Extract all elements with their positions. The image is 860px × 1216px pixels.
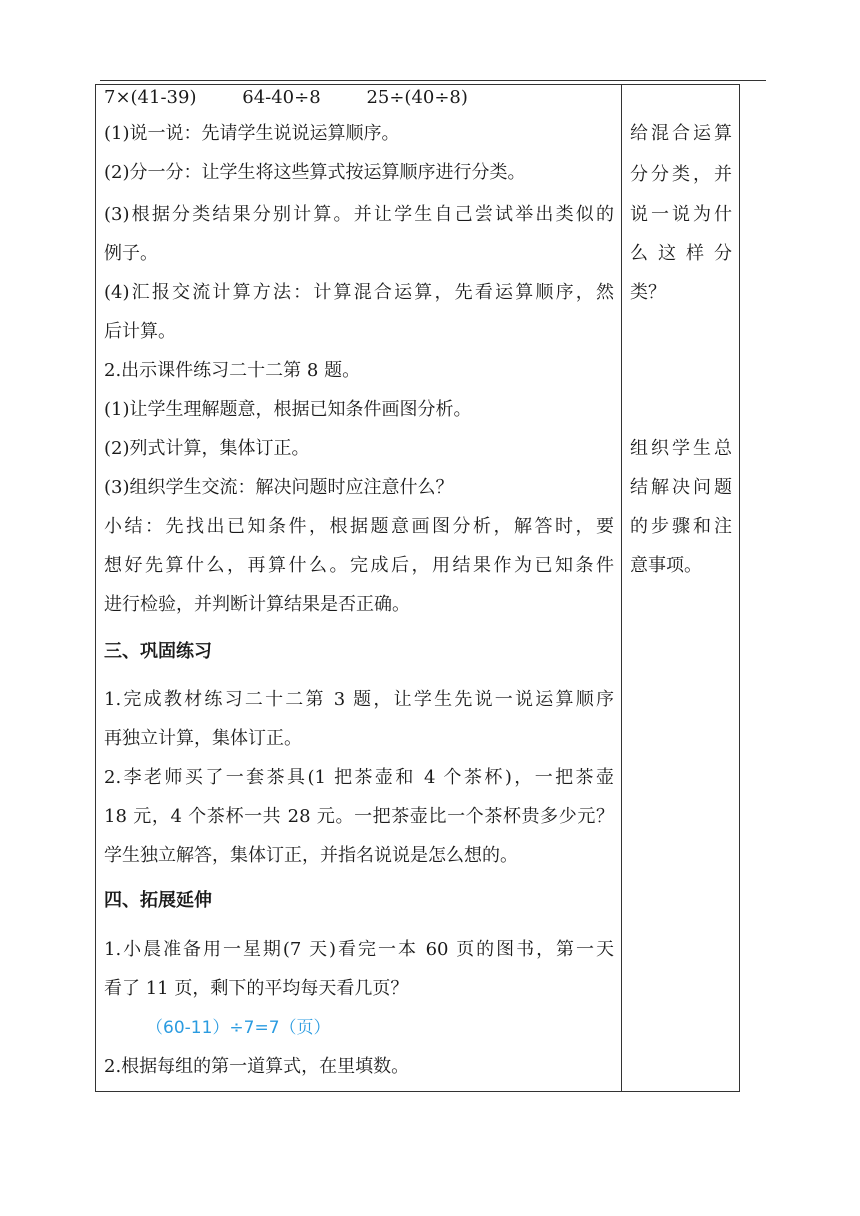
side-note2-line2: 结解决问题: [630, 477, 732, 498]
step-calc-line2: 例子。: [104, 243, 158, 264]
column-divider: [621, 84, 622, 1092]
practice-1-line2: 再独立计算，集体订正。: [104, 728, 302, 749]
step-calc-line1: (3)根据分类结果分别计算。并让学生自己尝试举出类似的: [104, 204, 614, 225]
task2-step1: (1)让学生理解题意，根据已知条件画图分析。: [104, 399, 472, 420]
side-note1-line5: 类？: [630, 282, 666, 303]
summary-line1: 小结：先找出已知条件，根据题意画图分析，解答时，要: [104, 516, 614, 537]
section-extension-heading: 四、拓展延伸: [104, 890, 212, 911]
side-note1-line1: 给混合运算: [630, 123, 732, 144]
summary-line2: 想好先算什么，再算什么。完成后，用结果作为已知条件: [104, 555, 614, 576]
practice-1-line1: 1.完成教材练习二十二第 3 题，让学生先说一说运算顺序: [104, 689, 614, 710]
practice-2-line1: 2.李老师买了一套茶具(1 把茶壶和 4 个茶杯)，一把茶壶: [104, 767, 614, 788]
side-note1-line4: 么 这 样 分: [630, 243, 732, 264]
answer-expression: （60-11）÷7=7（页）: [146, 1018, 331, 1038]
expression-line: 7×(41-39) 64-40÷8 25÷(40÷8): [104, 87, 468, 108]
step-report-line2: 后计算。: [104, 321, 176, 342]
task2-step2: (2)列式计算，集体订正。: [104, 438, 310, 459]
header-rule: [100, 80, 766, 81]
section-practice-heading: 三、巩固练习: [104, 641, 212, 662]
practice-2-line2: 18 元，4 个茶杯一共 28 元。一把茶壶比一个茶杯贵多少元？: [104, 806, 614, 827]
extension-2-line: 2.根据每组的第一道算式，在里填数。: [104, 1056, 410, 1077]
step-classify: (2)分一分：让学生将这些算式按运算顺序进行分类。: [104, 162, 526, 183]
side-note2-line4: 意事项。: [630, 555, 702, 576]
summary-line3: 进行检验，并判断计算结果是否正确。: [104, 594, 410, 615]
side-note2-line1: 组织学生总: [630, 438, 732, 459]
step-say: (1)说一说：先请学生说说运算顺序。: [104, 123, 400, 144]
task2-title: 2.出示课件练习二十二第 8 题。: [104, 360, 361, 381]
extension-1-line1: 1.小晨准备用一星期(7 天)看完一本 60 页的图书，第一天: [104, 939, 614, 960]
extension-1-line2: 看了 11 页，剩下的平均每天看几页？: [104, 978, 409, 999]
side-note2-line3: 的步骤和注: [630, 516, 732, 537]
step-report-line1: (4)汇报交流计算方法：计算混合运算，先看运算顺序，然: [104, 282, 614, 303]
practice-2-line3: 学生独立解答，集体订正，并指名说说是怎么想的。: [104, 845, 518, 866]
side-note1-line3: 说一说为什: [630, 204, 732, 225]
side-note1-line2: 分分类，并: [630, 164, 732, 185]
task2-step3: (3)组织学生交流：解决问题时应注意什么？: [104, 477, 454, 498]
